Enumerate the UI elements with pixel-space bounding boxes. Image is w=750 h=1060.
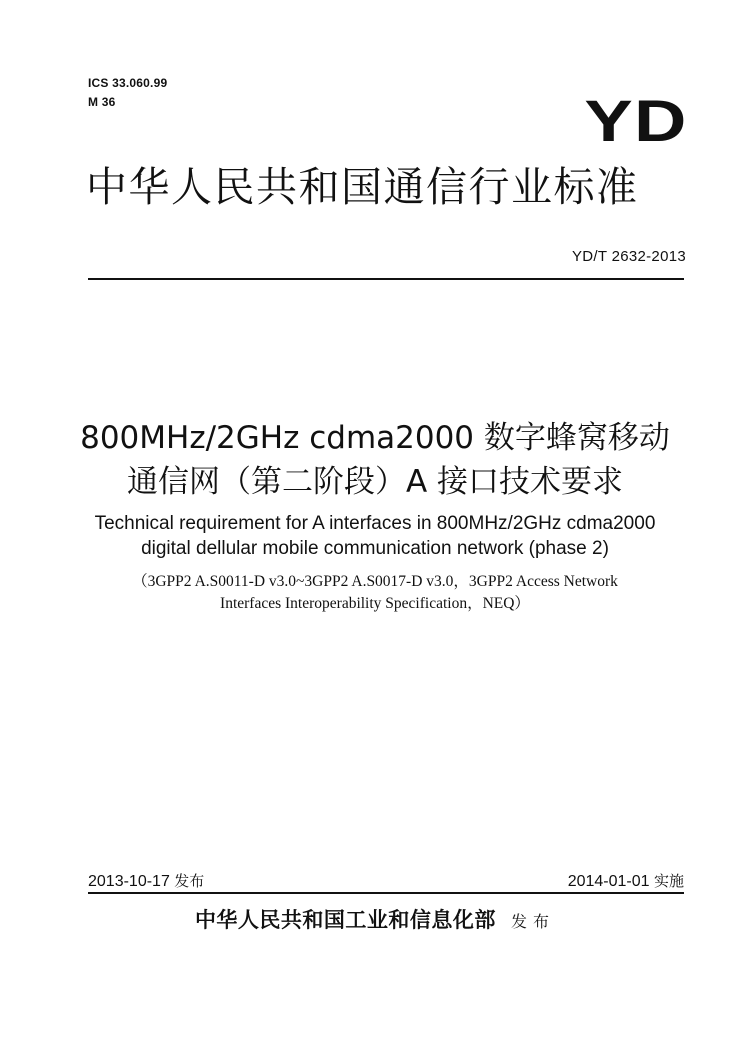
issue-date-value: 2013-10-17 <box>88 873 170 890</box>
ics-code: ICS 33.060.99 <box>88 76 168 90</box>
implementation-date-value: 2014-01-01 <box>567 873 650 890</box>
chinese-title-line-2: 通信网（第二阶段）A 接口技术要求 <box>126 464 624 500</box>
organization-title: 中华人民共和国通信行业标准 <box>86 163 639 211</box>
standard-number: YD/T 2632-2013 <box>572 248 686 265</box>
issue-label: 发布 <box>174 872 205 890</box>
chinese-title-line-1: 800MHz/2GHz cdma2000 数字蜂窝移动 <box>80 420 670 456</box>
implementation-label: 实施 <box>653 872 684 890</box>
publisher <box>60 904 690 934</box>
english-title-line-2: digital dellular mobile communication network (phase 2) <box>141 538 609 559</box>
publisher-organization: 中华人民共和国工业和信息化部 <box>194 907 496 932</box>
implementation-date <box>568 870 684 891</box>
top-divider <box>88 278 684 280</box>
classification-code: M 36 <box>88 95 116 109</box>
reference-line-2: Interfaces Interoperability Specification，NEQ） <box>220 595 530 612</box>
yd-logo: YD <box>584 89 688 154</box>
publisher-action: 发布 <box>511 912 556 931</box>
bottom-divider <box>88 892 684 894</box>
english-title-line-1: Technical requirement for A interfaces in 800MHz/2GHz cdma2000 <box>94 513 656 534</box>
issue-date <box>88 870 204 891</box>
reference-line-1: （3GPP2 A.S0011-D v3.0~3GPP2 A.S0017-D v3.0，3GPP2 Access Network <box>132 573 618 590</box>
